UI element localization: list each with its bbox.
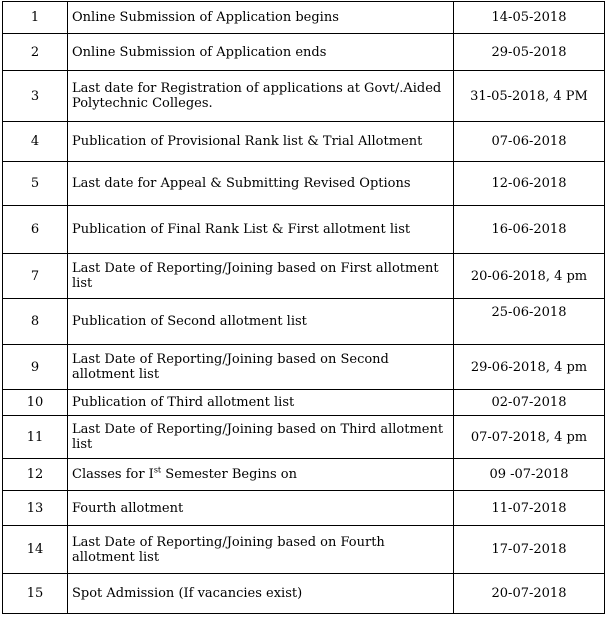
table-row	[3, 299, 605, 345]
table-row	[3, 2, 605, 34]
table-row	[3, 459, 605, 491]
serial-number: 8	[3, 299, 68, 345]
event-description: Publication of Final Rank List & First allotment list	[68, 206, 454, 254]
event-date: 16-06-2018	[454, 206, 605, 254]
serial-number: 15	[3, 574, 68, 614]
event-description: Online Submission of Application ends	[68, 34, 454, 71]
event-description: Fourth allotment	[68, 491, 454, 526]
table-row	[3, 416, 605, 459]
event-date: 07-06-2018	[454, 122, 605, 162]
event-date: 29-06-2018, 4 pm	[454, 345, 605, 390]
event-date: 20-06-2018, 4 pm	[454, 254, 605, 299]
event-description	[68, 459, 454, 491]
serial-number: 12	[3, 459, 68, 491]
event-date: 29-05-2018	[454, 34, 605, 71]
serial-number: 9	[3, 345, 68, 390]
event-description: Publication of Second allotment list	[68, 299, 454, 345]
table-row	[3, 206, 605, 254]
event-date: 25-06-2018	[454, 299, 605, 345]
table-row	[3, 491, 605, 526]
table-row	[3, 345, 605, 390]
event-date: 31-05-2018, 4 PM	[454, 71, 605, 122]
serial-number: 14	[3, 526, 68, 574]
event-text-prefix: Classes for I	[72, 467, 154, 482]
serial-number: 2	[3, 34, 68, 71]
table-row	[3, 122, 605, 162]
event-date: 02-07-2018	[454, 390, 605, 416]
table-row	[3, 34, 605, 71]
event-text-suffix: Semester Begins on	[161, 467, 297, 482]
event-date: 07-07-2018, 4 pm	[454, 416, 605, 459]
table-row	[3, 71, 605, 122]
event-description: Publication of Provisional Rank list & Trial Allotment	[68, 122, 454, 162]
event-date: 11-07-2018	[454, 491, 605, 526]
table-row	[3, 254, 605, 299]
serial-number: 13	[3, 491, 68, 526]
serial-number: 7	[3, 254, 68, 299]
event-description: Online Submission of Application begins	[68, 2, 454, 34]
event-description: Last Date of Reporting/Joining based on Fourth allotment list	[68, 526, 454, 574]
event-date: 14-05-2018	[454, 2, 605, 34]
event-description: Last Date of Reporting/Joining based on Second allotment list	[68, 345, 454, 390]
event-description: Spot Admission (If vacancies exist)	[68, 574, 454, 614]
event-date: 20-07-2018	[454, 574, 605, 614]
serial-number: 4	[3, 122, 68, 162]
serial-number: 6	[3, 206, 68, 254]
event-date: 17-07-2018	[454, 526, 605, 574]
serial-number: 1	[3, 2, 68, 34]
table-row	[3, 162, 605, 206]
event-date: 12-06-2018	[454, 162, 605, 206]
table-row	[3, 390, 605, 416]
event-description: Publication of Third allotment list	[68, 390, 454, 416]
event-description: Last Date of Reporting/Joining based on Third allotment list	[68, 416, 454, 459]
event-description: Last date for Registration of applications at Govt/.Aided Polytechnic Colleges.	[68, 71, 454, 122]
table-row	[3, 574, 605, 614]
admission-schedule-table	[2, 1, 605, 614]
ordinal-superscript: st	[153, 465, 162, 475]
serial-number: 5	[3, 162, 68, 206]
event-description: Last date for Appeal & Submitting Revised Options	[68, 162, 454, 206]
serial-number: 10	[3, 390, 68, 416]
serial-number: 3	[3, 71, 68, 122]
table-row	[3, 526, 605, 574]
event-description: Last Date of Reporting/Joining based on First allotment list	[68, 254, 454, 299]
serial-number: 11	[3, 416, 68, 459]
event-date: 09 -07-2018	[454, 459, 605, 491]
